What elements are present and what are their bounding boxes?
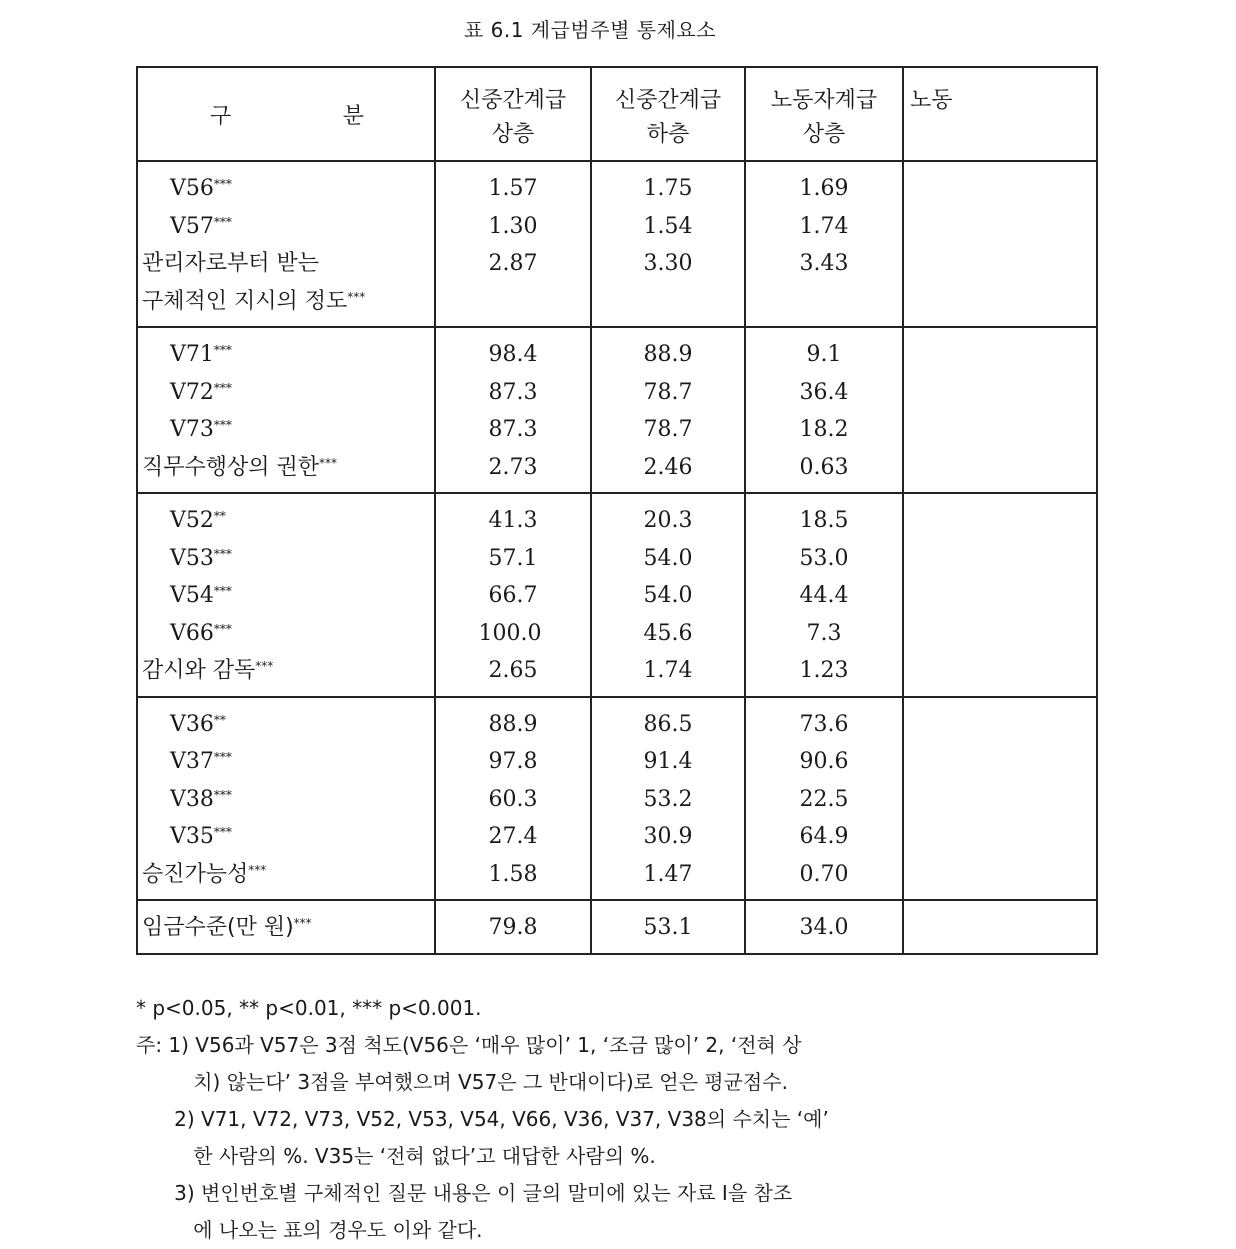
row-label-text: V52	[170, 508, 214, 533]
significance-marker: ***	[213, 621, 232, 636]
significance-marker: ***	[248, 862, 267, 877]
value-cell: 1.30	[488, 213, 538, 239]
row-label	[138, 818, 434, 856]
row-label-text: 임금수준(만 원)	[142, 915, 294, 940]
significance-marker: ***	[213, 214, 232, 229]
value-column-2	[591, 161, 745, 327]
value-cell: 60.3	[488, 786, 538, 812]
note-line: 치) 않는다’ 3점을 부여했으며 V57은 그 반대이다)로 얻은 평균점수.	[136, 1070, 788, 1094]
row-label	[138, 743, 434, 781]
value-cell: 57.1	[488, 545, 538, 571]
note-line: 에 나오는 표의 경우도 이와 같다.	[136, 1218, 483, 1242]
value-column-1	[435, 697, 591, 901]
header-new-middle-upper: 신중간계급 상층	[435, 67, 591, 161]
value-cell: 0.63	[799, 454, 849, 480]
value-column-1	[435, 161, 591, 327]
value-cell: 66.7	[488, 583, 538, 608]
value-cell: 64.9	[799, 824, 849, 849]
value-column-3	[745, 493, 903, 697]
significance-marker: ***	[213, 177, 232, 191]
value-cell: 1.54	[643, 213, 693, 239]
row-labels-cell	[137, 900, 435, 954]
row-label	[138, 706, 434, 744]
row-label	[138, 336, 434, 374]
significance-marker: ***	[213, 546, 232, 561]
table-notes	[136, 990, 1236, 1249]
value-cell: 90.6	[799, 749, 849, 774]
significance-note: * p<0.05, ** p<0.01, *** p<0.001.	[136, 996, 482, 1020]
value-cell: 18.5	[799, 508, 849, 533]
table-group	[137, 161, 1097, 327]
value-cell: 3.30	[643, 251, 693, 276]
row-label-text: V72	[170, 379, 214, 405]
value-cell: 1.47	[643, 861, 693, 887]
value-column-2	[591, 697, 745, 901]
row-label	[138, 170, 434, 208]
header-working-upper: 노동자계급 상층	[745, 67, 903, 161]
significance-marker: ***	[319, 455, 338, 470]
value-cell: 54.0	[643, 583, 693, 608]
table-group	[137, 697, 1097, 901]
row-label-text: V56	[170, 176, 214, 201]
value-cell: 88.9	[488, 711, 538, 737]
header-category-char-2: 분	[342, 103, 364, 129]
value-cell: 78.7	[643, 417, 693, 442]
row-label-text: V36	[170, 711, 214, 737]
value-column-2	[591, 327, 745, 493]
row-label	[138, 449, 434, 487]
row-label	[138, 652, 434, 690]
header-working-lower-partial: 노동	[903, 67, 1097, 161]
value-cell: 27.4	[488, 824, 538, 849]
row-label-text: V53	[170, 545, 214, 571]
value-cell: 9.1	[806, 342, 842, 367]
row-label	[138, 577, 434, 615]
value-cell: 87.3	[488, 379, 538, 405]
cut-off-column	[903, 900, 1097, 954]
value-cell: 1.69	[799, 176, 849, 201]
header-category	[137, 67, 435, 161]
value-column-3	[745, 900, 903, 954]
value-cell: 88.9	[643, 342, 693, 367]
value-cell: 53.0	[799, 545, 849, 571]
row-label	[138, 856, 434, 894]
value-cell: 2.87	[488, 251, 538, 276]
value-cell	[746, 283, 902, 321]
value-cell: 44.4	[799, 583, 849, 608]
value-cell: 34.0	[799, 915, 849, 940]
value-cell: 22.5	[799, 786, 849, 812]
value-column-1	[435, 493, 591, 697]
table-group	[137, 900, 1097, 954]
value-cell	[436, 283, 590, 321]
header-new-middle-lower: 신중간계급 하층	[591, 67, 745, 161]
value-cell: 1.74	[643, 658, 693, 683]
note-line: 주: 1) V56과 V57은 3점 척도(V56은 ‘매우 많이’ 1, ‘조금 많이’ 2, ‘전혀 상	[136, 1033, 802, 1057]
value-cell: 41.3	[488, 508, 538, 533]
value-cell: 3.43	[799, 251, 849, 276]
value-cell: 18.2	[799, 417, 849, 442]
value-cell	[592, 283, 744, 321]
row-label-text: V71	[170, 342, 214, 367]
value-column-1	[435, 900, 591, 954]
significance-marker: ***	[213, 584, 232, 598]
row-label	[138, 502, 434, 540]
significance-marker: **	[213, 509, 226, 523]
row-label-text: 관리자로부터 받는	[142, 251, 320, 276]
row-label	[138, 245, 434, 283]
value-cell: 100.0	[478, 620, 542, 646]
significance-marker: ***	[213, 787, 232, 802]
row-label-text: V37	[170, 749, 214, 774]
value-cell: 1.57	[488, 176, 538, 201]
value-cell: 7.3	[806, 620, 842, 646]
value-cell: 54.0	[643, 545, 693, 571]
table-group	[137, 493, 1097, 697]
significance-marker: ***	[213, 343, 232, 357]
significance-marker: **	[213, 712, 226, 727]
value-cell: 87.3	[488, 417, 538, 442]
value-cell: 36.4	[799, 379, 849, 405]
value-column-3	[745, 697, 903, 901]
value-column-1	[435, 327, 591, 493]
value-cell: 0.70	[799, 861, 849, 887]
value-cell: 30.9	[643, 824, 693, 849]
significance-marker: ***	[293, 916, 312, 930]
header-category-char-1: 구	[210, 103, 232, 129]
value-cell: 2.46	[643, 454, 693, 480]
value-cell: 2.73	[488, 454, 538, 480]
control-factors-table	[136, 66, 1098, 955]
row-labels-cell	[137, 493, 435, 697]
value-cell: 79.8	[488, 915, 538, 940]
cut-off-column	[903, 161, 1097, 327]
row-labels-cell	[137, 697, 435, 901]
row-label-text: 직무수행상의 권한	[142, 454, 320, 480]
row-label-text: V54	[170, 583, 214, 608]
row-labels-cell	[137, 161, 435, 327]
cut-off-column	[903, 327, 1097, 493]
row-label-text: V57	[170, 213, 214, 239]
row-label	[138, 374, 434, 412]
significance-marker: ***	[213, 418, 232, 432]
value-column-3	[745, 327, 903, 493]
significance-marker: ***	[213, 750, 232, 764]
row-label-text: V35	[170, 824, 214, 849]
value-cell: 97.8	[488, 749, 538, 774]
value-cell: 20.3	[643, 508, 693, 533]
value-cell: 2.65	[488, 658, 538, 683]
row-label-text: 감시와 감독	[142, 658, 256, 683]
table-caption: 표 6.1 계급범주별 통제요소	[463, 18, 717, 42]
significance-marker: ***	[255, 659, 274, 673]
value-cell: 1.75	[643, 176, 693, 201]
value-cell: 1.74	[799, 213, 849, 239]
significance-marker: ***	[347, 289, 366, 304]
value-cell: 53.2	[643, 786, 693, 812]
value-column-2	[591, 900, 745, 954]
row-label	[138, 781, 434, 819]
row-label	[138, 540, 434, 578]
value-cell: 86.5	[643, 711, 693, 737]
note-line: 2) V71, V72, V73, V52, V53, V54, V66, V36, V37, V38의 수치는 ‘예’	[136, 1107, 829, 1131]
row-label-text: V66	[170, 620, 214, 646]
row-label	[138, 411, 434, 449]
value-cell: 78.7	[643, 379, 693, 405]
row-labels-cell	[137, 327, 435, 493]
note-line: 한 사람의 %. V35는 ‘전혀 없다’고 대답한 사람의 %.	[136, 1144, 656, 1168]
significance-marker: ***	[213, 380, 232, 395]
cut-off-column	[903, 697, 1097, 901]
significance-marker: ***	[213, 825, 232, 839]
value-column-3	[745, 161, 903, 327]
row-label-text: V38	[170, 786, 214, 812]
value-cell: 1.23	[799, 658, 849, 683]
row-label-text: 승진가능성	[142, 861, 249, 887]
value-cell: 73.6	[799, 711, 849, 737]
table-group	[137, 327, 1097, 493]
value-cell: 45.6	[643, 620, 693, 646]
row-label	[138, 283, 434, 321]
value-cell: 91.4	[643, 749, 693, 774]
note-line: 3) 변인번호별 구체적인 질문 내용은 이 글의 말미에 있는 자료 I을 참조	[136, 1181, 793, 1205]
value-cell: 98.4	[488, 342, 538, 367]
cut-off-column	[903, 493, 1097, 697]
value-column-2	[591, 493, 745, 697]
row-label-text: 구체적인 지시의 정도	[142, 288, 348, 314]
row-label	[138, 909, 434, 947]
value-cell: 53.1	[643, 915, 693, 940]
row-label	[138, 615, 434, 653]
row-label	[138, 208, 434, 246]
row-label-text: V73	[170, 417, 214, 442]
value-cell: 1.58	[488, 861, 538, 887]
